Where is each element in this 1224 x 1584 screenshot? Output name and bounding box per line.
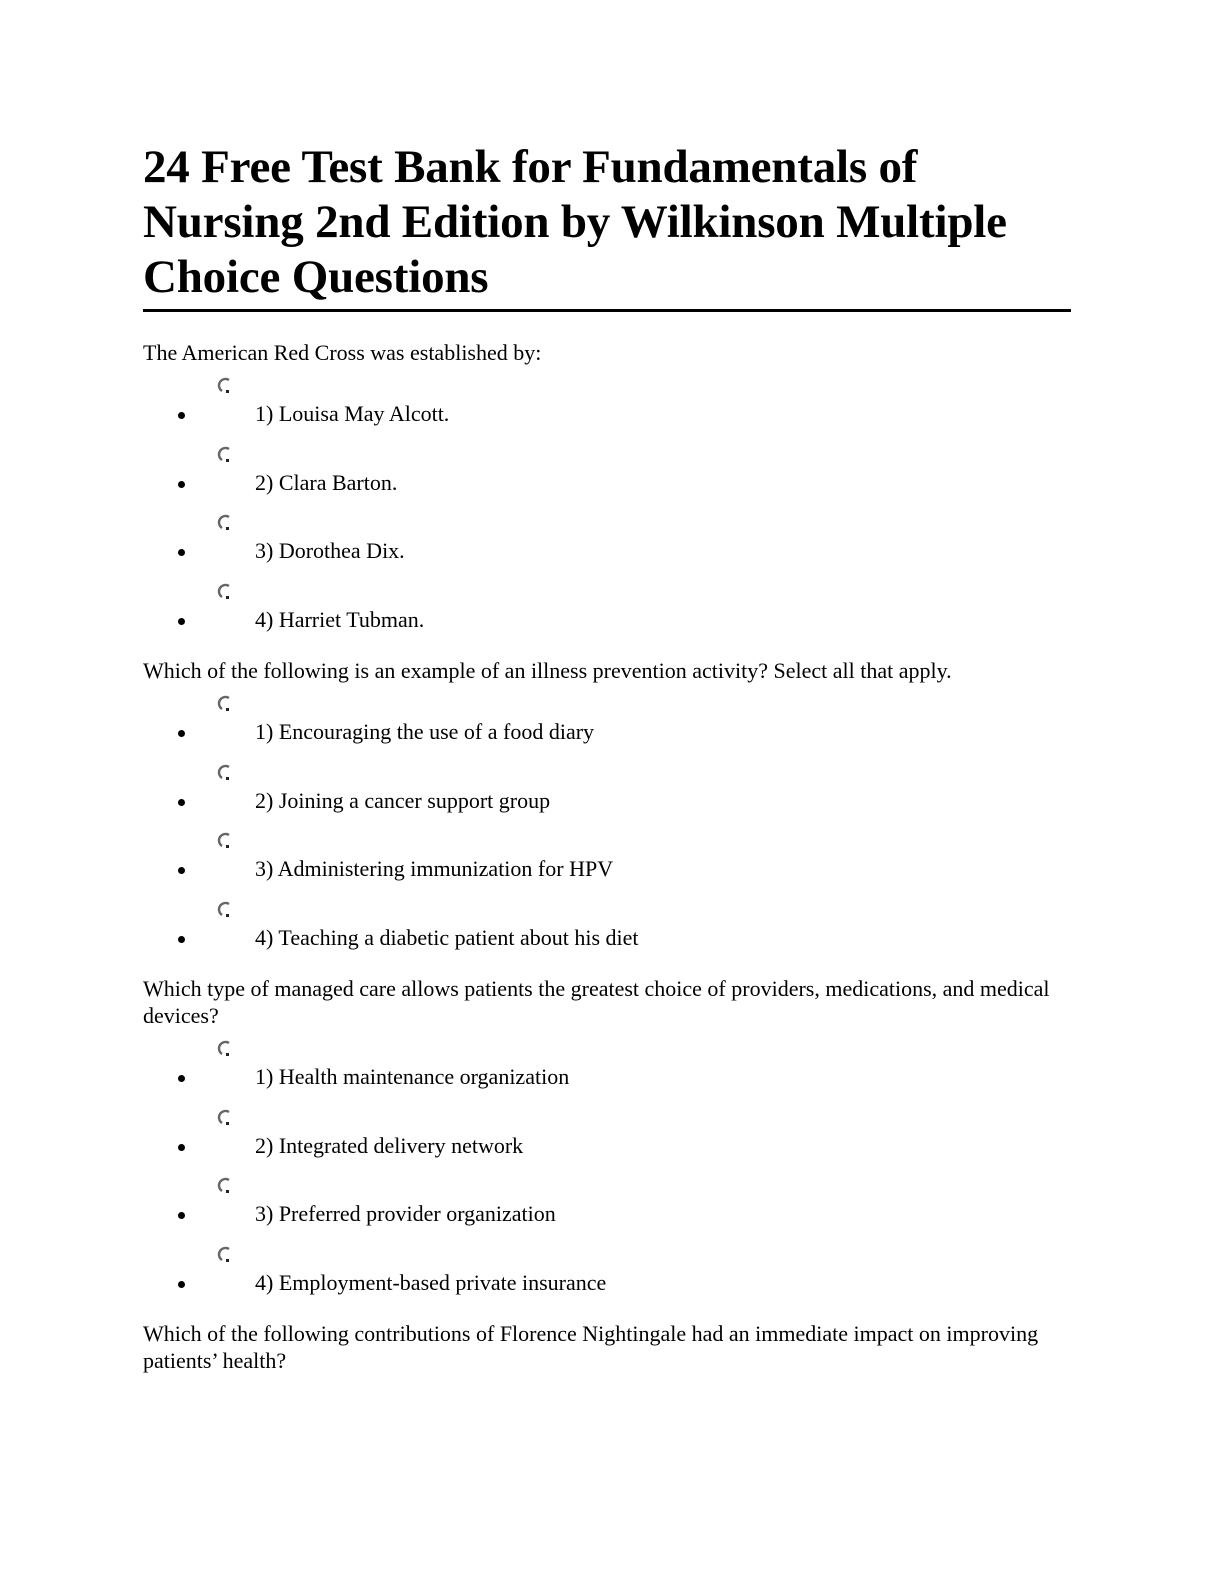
answer-options <box>143 684 1071 958</box>
question-text: The American Red Cross was established by: <box>143 340 542 365</box>
radio-button-icon[interactable] <box>216 582 232 600</box>
bullet-icon <box>178 618 185 625</box>
document-title: 24 Free Test Bank for Fundamentals of Nursing 2nd Edition by Wilkinson Multiple Choice Questions <box>143 140 1071 312</box>
answer-option-label: 1) Health maintenance organization <box>255 1064 570 1089</box>
radio-button-icon[interactable] <box>216 763 232 781</box>
bullet-icon <box>178 1075 185 1082</box>
answer-option[interactable] <box>143 753 1071 822</box>
bullet-icon <box>178 481 185 488</box>
document-page <box>143 140 1071 1374</box>
answer-option[interactable] <box>143 366 1071 435</box>
answer-option-label: 2) Integrated delivery network <box>255 1132 524 1158</box>
radio-button-icon[interactable] <box>216 1176 232 1194</box>
answer-option-label: 3) Administering immunization for HPV <box>255 856 614 881</box>
radio-button-icon[interactable] <box>216 900 232 918</box>
answer-option[interactable] <box>143 821 1071 890</box>
question-block <box>143 975 1071 1303</box>
bullet-icon <box>178 867 185 874</box>
radio-button-icon[interactable] <box>216 513 232 531</box>
answer-option-label: 4) Harriet Tubman. <box>255 606 425 632</box>
question-text: Which of the following contributions of Florence Nightingale had an immediate impact on improving patients’ health? <box>143 1321 1039 1373</box>
answer-option-label: 4) Employment-based private insurance <box>255 1269 607 1295</box>
question-text: Which type of managed care allows patients the greatest choice of providers, medications, and medical devices? <box>143 976 1050 1028</box>
bullet-icon <box>178 730 185 737</box>
answer-option-label: 2) Joining a cancer support group <box>255 787 551 813</box>
bullet-icon <box>178 549 185 556</box>
bullet-icon <box>178 412 185 419</box>
radio-button-icon[interactable] <box>216 831 232 849</box>
answer-option[interactable] <box>143 435 1071 504</box>
bullet-icon <box>178 1212 185 1219</box>
bullet-icon <box>178 936 185 943</box>
question-block <box>143 1320 1071 1374</box>
answer-option[interactable] <box>143 1098 1071 1167</box>
radio-button-icon[interactable] <box>216 376 232 394</box>
answer-option-label: 4) Teaching a diabetic patient about his diet <box>255 924 639 950</box>
answer-option[interactable] <box>143 572 1071 641</box>
question-block <box>143 657 1071 958</box>
bullet-icon <box>178 1281 185 1288</box>
answer-options <box>143 366 1071 640</box>
bullet-icon <box>178 1144 185 1151</box>
bullet-icon <box>178 799 185 806</box>
answer-option-label: 3) Preferred provider organization <box>255 1201 556 1226</box>
answer-option[interactable] <box>143 1235 1071 1304</box>
radio-button-icon[interactable] <box>216 694 232 712</box>
answer-option[interactable] <box>143 503 1071 572</box>
question-block <box>143 339 1071 640</box>
answer-option[interactable] <box>143 1029 1071 1098</box>
radio-button-icon[interactable] <box>216 445 232 463</box>
answer-option[interactable] <box>143 890 1071 959</box>
answer-option-label: 1) Encouraging the use of a food diary <box>255 719 595 744</box>
question-text: Which of the following is an example of an illness prevention activity? Select all that apply. <box>143 658 952 683</box>
answer-option-label: 3) Dorothea Dix. <box>255 538 405 563</box>
radio-button-icon[interactable] <box>216 1039 232 1057</box>
answer-option[interactable] <box>143 684 1071 753</box>
radio-button-icon[interactable] <box>216 1245 232 1263</box>
answer-option-label: 2) Clara Barton. <box>255 469 398 495</box>
answer-options <box>143 1029 1071 1303</box>
question-list <box>143 339 1071 1374</box>
radio-button-icon[interactable] <box>216 1108 232 1126</box>
answer-option[interactable] <box>143 1166 1071 1235</box>
answer-option-label: 1) Louisa May Alcott. <box>255 401 450 426</box>
